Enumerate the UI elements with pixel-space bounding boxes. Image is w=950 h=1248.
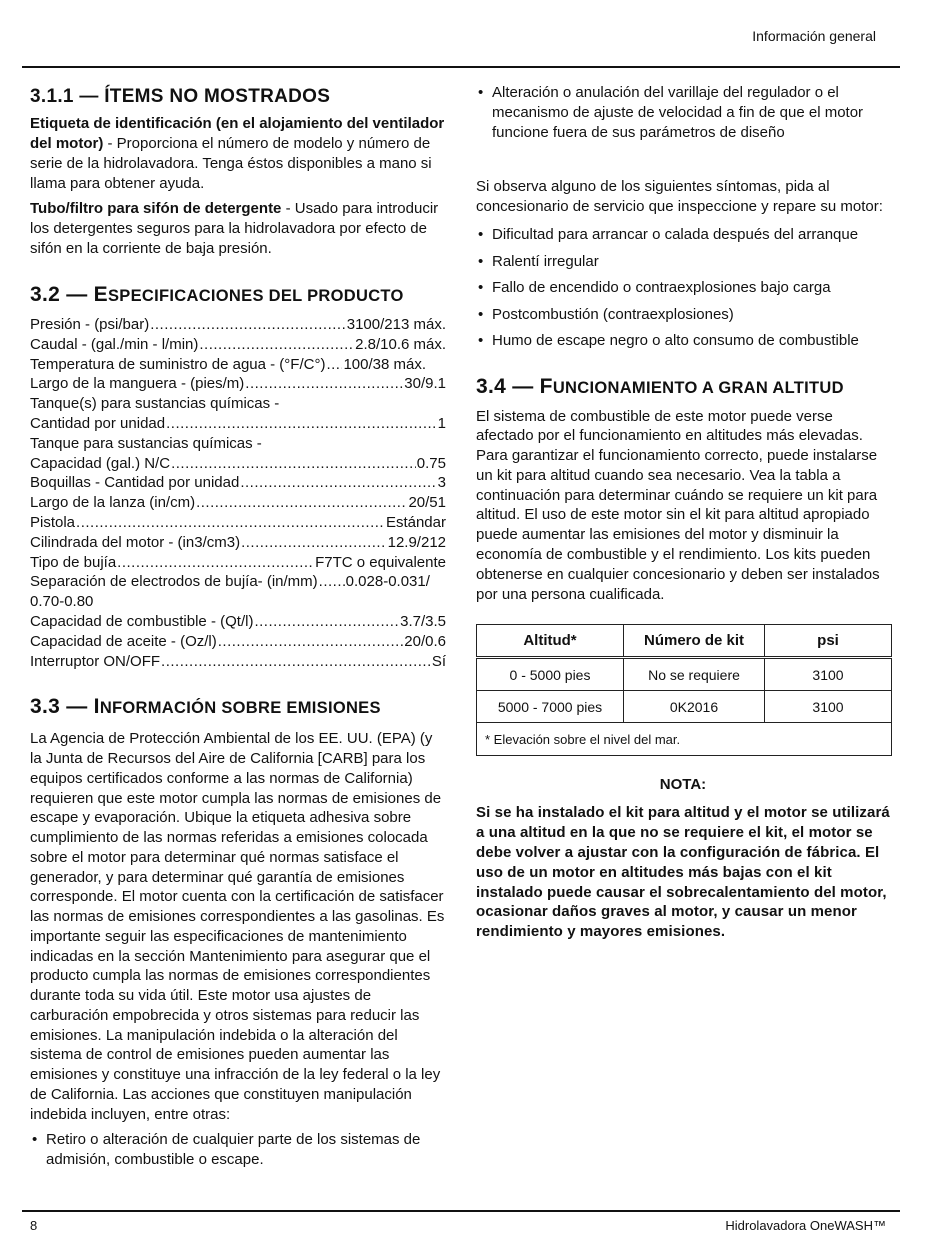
altitude-paragraph: El sistema de combustible de este motor puede verse afectado por el funcionamiento en altitudes más elevadas. Para garantizar el funcionamiento correcto, puede instalarse un kit para altitud cuando sea necesario. Vea la tabla a continuación para determinar cuándo se requiere un kit para altitud. El uso de este motor sin el kit para altitud apropiado puede aumentar las emisiones del motor y disminuir la economía de combustible y el rendimiento. Los kits pueden obtenerse en cualquier concesionario y deben ser instalados por una persona cualificada. bbox=[476, 407, 880, 603]
list-item: • Postcombustión (contraexplosiones) bbox=[476, 302, 890, 329]
spec-label: 0.70-0.80 bbox=[30, 593, 94, 611]
heading-3-2-number: 3.2 — bbox=[30, 283, 94, 306]
spec-value: 1 bbox=[437, 414, 446, 432]
spec-row bbox=[30, 513, 446, 533]
tampering-list-continued bbox=[476, 83, 890, 143]
spec-value: F7TC o equivalente bbox=[315, 553, 446, 571]
heading-3-3-cap: I bbox=[93, 695, 100, 719]
spec-value: 30/9.1 bbox=[404, 375, 446, 393]
spec-label: Tipo de bujía bbox=[30, 553, 117, 571]
heading-3-1-1: 3.1.1 — ÍTEMS NO MOSTRADOS bbox=[30, 86, 331, 107]
spec-label: Presión - (psi/bar) bbox=[30, 316, 150, 333]
note-title: NOTA: bbox=[659, 776, 707, 794]
spec-value: 2.8/10.6 máx. bbox=[355, 335, 446, 353]
spec-label: Tanque para sustancias químicas - bbox=[30, 434, 262, 452]
spec-value: 100/38 máx. bbox=[343, 355, 427, 373]
footer-rule bbox=[22, 1210, 900, 1212]
spec-value: 20/0.6 bbox=[404, 632, 446, 650]
footer-product-name: Hidrolavadora OneWASH™ bbox=[725, 1218, 886, 1233]
item-siphon-text: - Usado para introducir los detergentes seguros para la hidrolavadora por efecto de sifón en la corriente de baja presión. bbox=[30, 200, 439, 257]
heading-3-2 bbox=[30, 283, 446, 307]
heading-3-4-cap: F bbox=[539, 374, 553, 398]
list-item: • Retiro o alteración de cualquier parte de los sistemas de admisión, combustible o escape. bbox=[30, 1130, 446, 1170]
spec-label: Largo de la manguera - (pies/m) bbox=[30, 375, 245, 393]
spec-value: Sí bbox=[431, 652, 446, 670]
spec-label: Interruptor ON/OFF bbox=[30, 652, 161, 670]
spec-value: 12.9/212 bbox=[387, 533, 446, 551]
table-cell: 3100 bbox=[765, 658, 892, 691]
heading-3-4-rest: UNCIONAMIENTO A GRAN ALTITUD bbox=[552, 378, 844, 397]
table-row bbox=[477, 691, 892, 723]
spec-label: Cilindrada del motor - (in3/cm3) bbox=[30, 533, 241, 551]
table-header-cell: psi bbox=[765, 625, 892, 658]
table-footnote: * Elevación sobre el nivel del mar. bbox=[477, 723, 892, 756]
table-cell: 3100 bbox=[765, 691, 892, 723]
table-cell: 0 - 5000 pies bbox=[477, 658, 624, 691]
heading-3-3-rest: NFORMACIÓN SOBRE EMISIONES bbox=[99, 699, 381, 718]
spec-row bbox=[30, 533, 446, 553]
spec-value: 3 bbox=[437, 474, 446, 492]
item-id-label-term: Etiqueta de identificación (en el alojamiento del ventilador del motor) bbox=[30, 115, 445, 152]
spec-label: Capacidad de combustible - (Qt/l) bbox=[30, 612, 254, 630]
spec-label: Largo de la lanza (in/cm) bbox=[30, 494, 196, 512]
spec-label: Caudal - (gal./min - l/min) bbox=[30, 335, 199, 353]
list-item: • Fallo de encendido o contraexplosiones bajo carga bbox=[476, 275, 890, 302]
spec-row bbox=[30, 454, 446, 474]
spec-row bbox=[30, 374, 446, 394]
list-item: • Dificultad para arrancar o calada después del arranque bbox=[476, 222, 890, 249]
spec-list bbox=[30, 315, 446, 671]
heading-3-2-cap: E bbox=[93, 283, 108, 306]
spec-row bbox=[30, 414, 446, 434]
note-text: Si se ha instalado el kit para altitud y el motor se utilizará a una altitud en la que no se requiere el kit, el motor se debe volver a ajustar con la configuración de fábrica. El uso de un motor en altitudes más bajas con el kit instalado puede causar el sobrecalentamiento del motor, ocasionar daños graves al motor, y causar un menor rendimiento y mayores emisiones. bbox=[476, 804, 890, 941]
spec-label: Boquillas - Cantidad por unidad bbox=[30, 474, 240, 492]
spec-row bbox=[30, 315, 446, 335]
symptoms-list bbox=[476, 222, 890, 355]
spec-value: 20/51 bbox=[408, 494, 446, 512]
heading-3-3 bbox=[30, 695, 446, 719]
spec-row bbox=[30, 335, 446, 355]
emissions-paragraph: La Agencia de Protección Ambiental de los EE. UU. (EPA) (y la Junta de Recursos del Aire de California [CARB] para los equipos certificados conforme a las normas de California) requieren que este motor cumpla las normas de emisiones de escape y evaporación. Ubique la etiqueta adhesiva sobre cumplimiento de las normas referidas a emisiones colocada sobre el motor para determinar qué normas satisface el generador, y para determinar qué garantía de emisiones corresponde. El motor cuenta con la certificación de satisfacer las normas de emisiones correspondientes a las gasolinas. Es importante seguir las especificaciones de mantenimiento indicadas en la sección Mantenimiento para asegurar que el producto cumpla las normas de emisiones correspondientes durante toda su vida útil. Este motor usa ajustes de carburación empobrecida y otros sistemas para reducir las emisiones. La manipulación indebida o la alteración del sistema de control de emisiones pueden aumentar las emisiones y constituye una infracción de la ley federal o la ley de California. Las acciones que constituyen manipulación indebida incluyen, entre otras: bbox=[30, 730, 445, 1123]
spec-row bbox=[30, 355, 446, 375]
left-column bbox=[30, 80, 446, 1170]
spec-label: Tanque(s) para sustancias químicas - bbox=[30, 395, 280, 413]
table-header-row bbox=[477, 625, 892, 658]
symptoms-intro: Si observa alguno de los siguientes síntomas, pida al concesionario de servicio que inspeccione y repare su motor: bbox=[476, 178, 883, 215]
table-footnote-row bbox=[477, 723, 892, 756]
spec-row bbox=[30, 612, 446, 632]
spec-row bbox=[30, 632, 446, 652]
heading-3-3-number: 3.3 — bbox=[30, 695, 94, 719]
spec-row bbox=[30, 493, 446, 513]
header-section-title: Información general bbox=[752, 28, 876, 44]
right-column bbox=[476, 83, 890, 942]
table-row bbox=[477, 658, 892, 691]
heading-3-2-rest: SPECIFICACIONES DEL PRODUCTO bbox=[107, 287, 404, 305]
heading-3-4 bbox=[476, 375, 890, 399]
spec-value: 3.7/3.5 bbox=[400, 612, 446, 630]
list-item: • Ralentí irregular bbox=[476, 249, 890, 276]
spec-label: Pistola bbox=[30, 513, 76, 531]
table-cell: 5000 - 7000 pies bbox=[477, 691, 624, 723]
table-cell: 0K2016 bbox=[624, 691, 765, 723]
list-item: • Humo de escape negro o alto consumo de combustible bbox=[476, 328, 890, 355]
table-header-cell: Número de kit bbox=[624, 625, 765, 658]
list-item: • Alteración o anulación del varillaje del regulador o el mecanismo de ajuste de velocidad a fin de que el motor funcione fuera de sus parámetros de diseño bbox=[476, 83, 890, 143]
item-id-label-paragraph bbox=[30, 114, 446, 194]
spec-value: 0.75 bbox=[416, 454, 446, 472]
altitude-table bbox=[476, 624, 892, 756]
spec-row bbox=[30, 553, 446, 573]
spec-label: Cantidad por unidad bbox=[30, 414, 166, 432]
spec-label: Capacidad (gal.) N/C bbox=[30, 454, 171, 472]
spec-row bbox=[30, 572, 446, 592]
table-header-cell: Altitud* bbox=[477, 625, 624, 658]
spec-label: Temperatura de suministro de agua - (°F/C°) bbox=[30, 355, 326, 373]
spec-label: Separación de electrodos de bujía- (in/mm) bbox=[30, 573, 318, 591]
spec-value: Estándar bbox=[385, 513, 446, 531]
spec-row bbox=[30, 473, 446, 493]
spec-row bbox=[30, 652, 446, 672]
item-id-label-text: - Proporciona el número de modelo y número de serie de la hidrolavadora. Tenga éstos disponibles a mano si llama para obtener ayuda. bbox=[30, 135, 432, 192]
item-siphon-term: Tubo/filtro para sifón de detergente bbox=[30, 200, 282, 217]
spec-label: Capacidad de aceite - (Oz/l) bbox=[30, 632, 217, 650]
spec-value: 3100/213 máx. bbox=[346, 316, 446, 333]
table-cell: No se requiere bbox=[624, 658, 765, 691]
tampering-list bbox=[30, 1130, 446, 1170]
item-siphon-paragraph bbox=[30, 199, 446, 259]
page-number: 8 bbox=[30, 1218, 38, 1233]
heading-3-4-number: 3.4 — bbox=[476, 374, 540, 398]
header-rule bbox=[22, 66, 900, 68]
spec-value: 0.028-0.031/ bbox=[345, 573, 430, 591]
